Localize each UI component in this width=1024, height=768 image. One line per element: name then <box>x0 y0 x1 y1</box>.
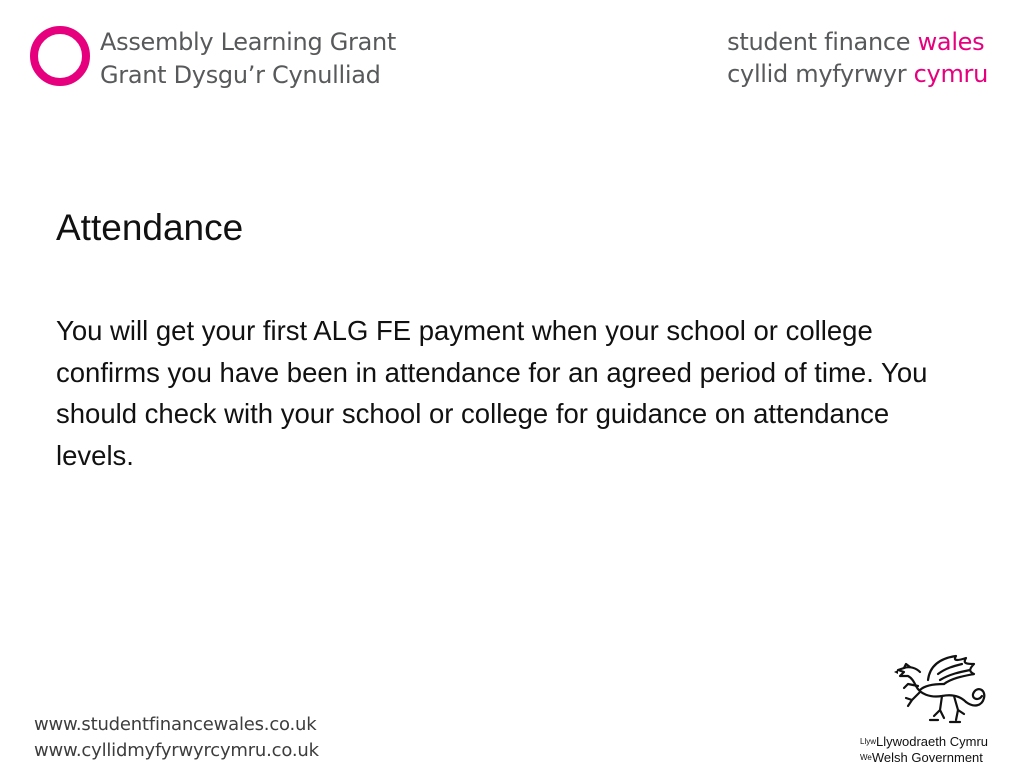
sfw-logo-text-pink: wales <box>917 28 985 56</box>
footer-urls <box>34 712 319 764</box>
footer-url-english: www.studentfinancewales.co.uk <box>34 714 317 735</box>
sfw-logo-line-welsh <box>727 58 988 90</box>
welsh-dragon-icon <box>890 650 990 730</box>
alg-logo-line-english: Assembly Learning Grant <box>100 28 397 56</box>
sfw-logo-text-grey: student finance <box>727 28 911 56</box>
student-finance-wales-logo <box>727 26 988 90</box>
wg-wordmark-small-prefix: Llyw <box>860 737 877 746</box>
alg-logo-line-welsh: Grant Dysgu’r Cynulliad <box>100 61 381 89</box>
welsh-government-wordmark <box>860 734 988 766</box>
slide-title: Attendance <box>56 207 244 248</box>
wg-wordmark-small-prefix: We <box>860 753 872 763</box>
wg-wordmark-english: Welsh Government <box>871 750 983 766</box>
slide-body-text: You will get your first ALG FE payment when your school or college confirms you have been in attendance for an agreed period of time. You should check with your school or college for guidance on attendance levels. <box>56 315 928 471</box>
pink-ring-icon <box>30 26 90 86</box>
footer-url-welsh: www.cyllidmyfyrwyrcymru.co.uk <box>34 740 319 761</box>
wg-wordmark-english-row <box>860 750 988 766</box>
alg-logo-text <box>100 26 396 92</box>
wg-wordmark-welsh: Llywodraeth Cymru <box>876 734 989 750</box>
welsh-government-logo <box>860 650 1000 768</box>
sfw-logo-line-english <box>727 26 988 58</box>
wg-wordmark-welsh-row <box>860 734 988 750</box>
sfw-logo-text-grey: cyllid myfyrwyr <box>727 60 907 88</box>
sfw-logo-text-pink: cymru <box>913 60 988 88</box>
assembly-learning-grant-logo <box>28 24 448 94</box>
